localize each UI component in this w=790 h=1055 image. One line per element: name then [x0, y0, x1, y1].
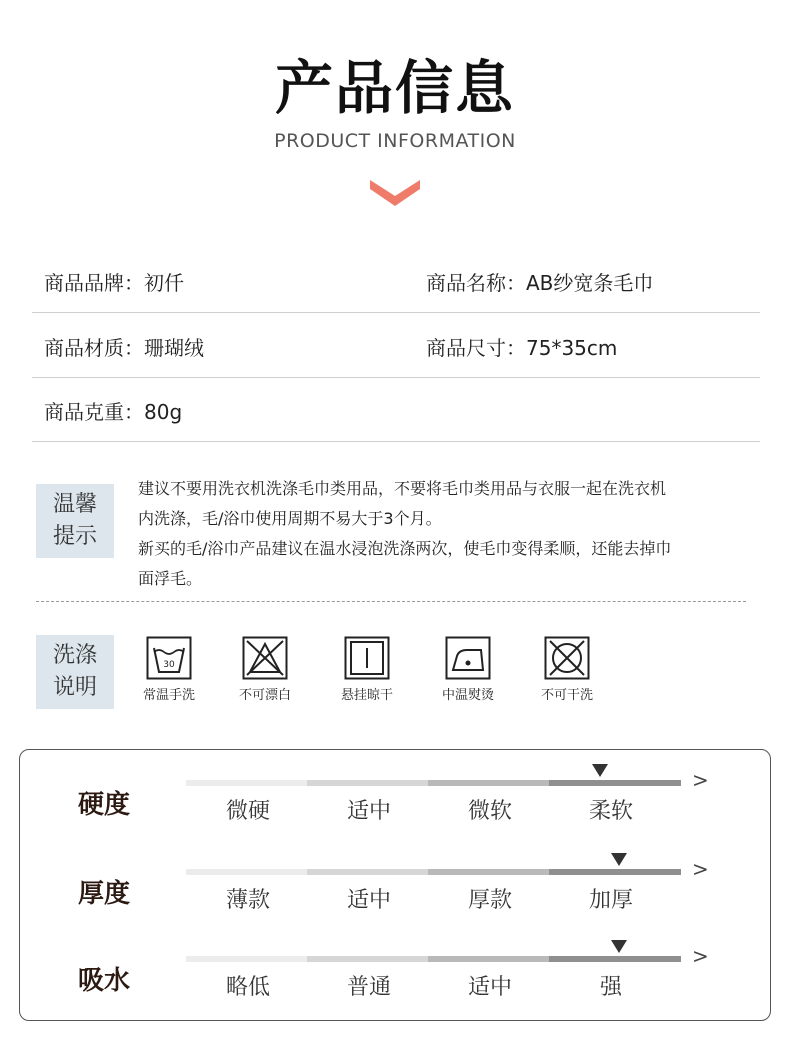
scale-option: 适中 [346, 888, 391, 913]
svg-text:30: 30 [163, 660, 175, 670]
hand-wash-icon [146, 636, 192, 680]
scale-arrow: > [692, 944, 709, 968]
scale-bar-segment [307, 869, 428, 875]
no-bleach-icon [242, 636, 288, 680]
weight-field: 商品克重：80g [44, 400, 183, 424]
scale-bar-segment [428, 780, 549, 786]
scale-bar-segment [307, 956, 428, 962]
scale-option: 适中 [346, 799, 391, 824]
tips-tag-line1: 温馨 [52, 492, 97, 517]
info-row [32, 378, 760, 442]
scale-option: 强 [599, 975, 622, 1000]
care-item [324, 636, 410, 703]
scale-bar-segment [428, 956, 549, 962]
scale-option: 薄款 [225, 888, 270, 913]
tips-tag-line2: 提示 [52, 524, 97, 549]
page-subtitle: PRODUCT INFORMATION [274, 130, 516, 152]
care-tag [36, 635, 114, 709]
material-field: 商品材质：珊瑚绒 [44, 336, 204, 360]
scale-bar-segment [549, 956, 681, 962]
care-tag-line1: 洗涤 [52, 643, 97, 668]
scale-bar-segment [549, 869, 681, 875]
care-label: 常温手洗 [142, 688, 195, 703]
scale-bar-segment [307, 780, 428, 786]
scale-title: 厚度 [78, 879, 131, 909]
dashed-divider [36, 601, 746, 602]
care-item [126, 636, 212, 703]
scale-marker [592, 764, 608, 777]
scale-option: 微软 [467, 799, 512, 824]
iron-medium-icon [445, 636, 491, 680]
scale-option: 柔软 [588, 799, 633, 824]
care-label: 不可漂白 [238, 688, 291, 703]
page-title: 产品信息 [274, 54, 515, 122]
care-item [222, 636, 308, 703]
care-label: 中温熨烫 [441, 688, 494, 703]
care-tag-line2: 说明 [52, 675, 97, 700]
scale-title: 吸水 [78, 966, 131, 996]
scale-option: 略低 [225, 975, 270, 1000]
scale-bar-segment [186, 869, 307, 875]
brand-field: 商品品牌：初仟 [44, 271, 184, 295]
tips-line: 新买的毛/浴巾产品建议在温水浸泡洗涤两次，使毛巾变得柔顺，还能去掉巾 [138, 539, 672, 558]
tips-tag [36, 484, 114, 558]
scale-arrow: > [692, 768, 709, 792]
info-row [32, 249, 760, 313]
no-dry-clean-icon [544, 636, 590, 680]
info-row [32, 314, 760, 378]
scale-bar-segment [186, 956, 307, 962]
size-field: 商品尺寸：75*35cm [426, 336, 618, 360]
care-item [524, 636, 610, 703]
hang-dry-icon [344, 636, 390, 680]
tips-line: 建议不要用洗衣机洗涤毛巾类用品，不要将毛巾类用品与衣服一起在洗衣机 [138, 479, 667, 498]
tips-line: 面浮毛。 [138, 569, 203, 588]
scale-marker [611, 853, 627, 866]
scale-option: 微硬 [225, 799, 270, 824]
chevron-down-icon [370, 180, 420, 208]
scale-option: 加厚 [588, 888, 633, 913]
tips-text [138, 474, 758, 594]
scale-option: 适中 [467, 975, 512, 1000]
care-label: 不可干洗 [540, 688, 593, 703]
scale-title: 硬度 [78, 790, 131, 820]
scale-option: 普通 [346, 975, 391, 1000]
product-name-field: 商品名称：AB纱宽条毛巾 [426, 271, 654, 295]
scale-arrow: > [692, 857, 709, 881]
care-item [425, 636, 511, 703]
scale-bar-segment [186, 780, 307, 786]
tips-line: 内洗涤，毛/浴巾使用周期不易大于3个月。 [138, 509, 442, 528]
scale-bar-segment [549, 780, 681, 786]
care-label: 悬挂晾干 [340, 688, 393, 703]
scale-marker [611, 940, 627, 953]
scale-bar-segment [428, 869, 549, 875]
scale-option: 厚款 [467, 888, 512, 913]
